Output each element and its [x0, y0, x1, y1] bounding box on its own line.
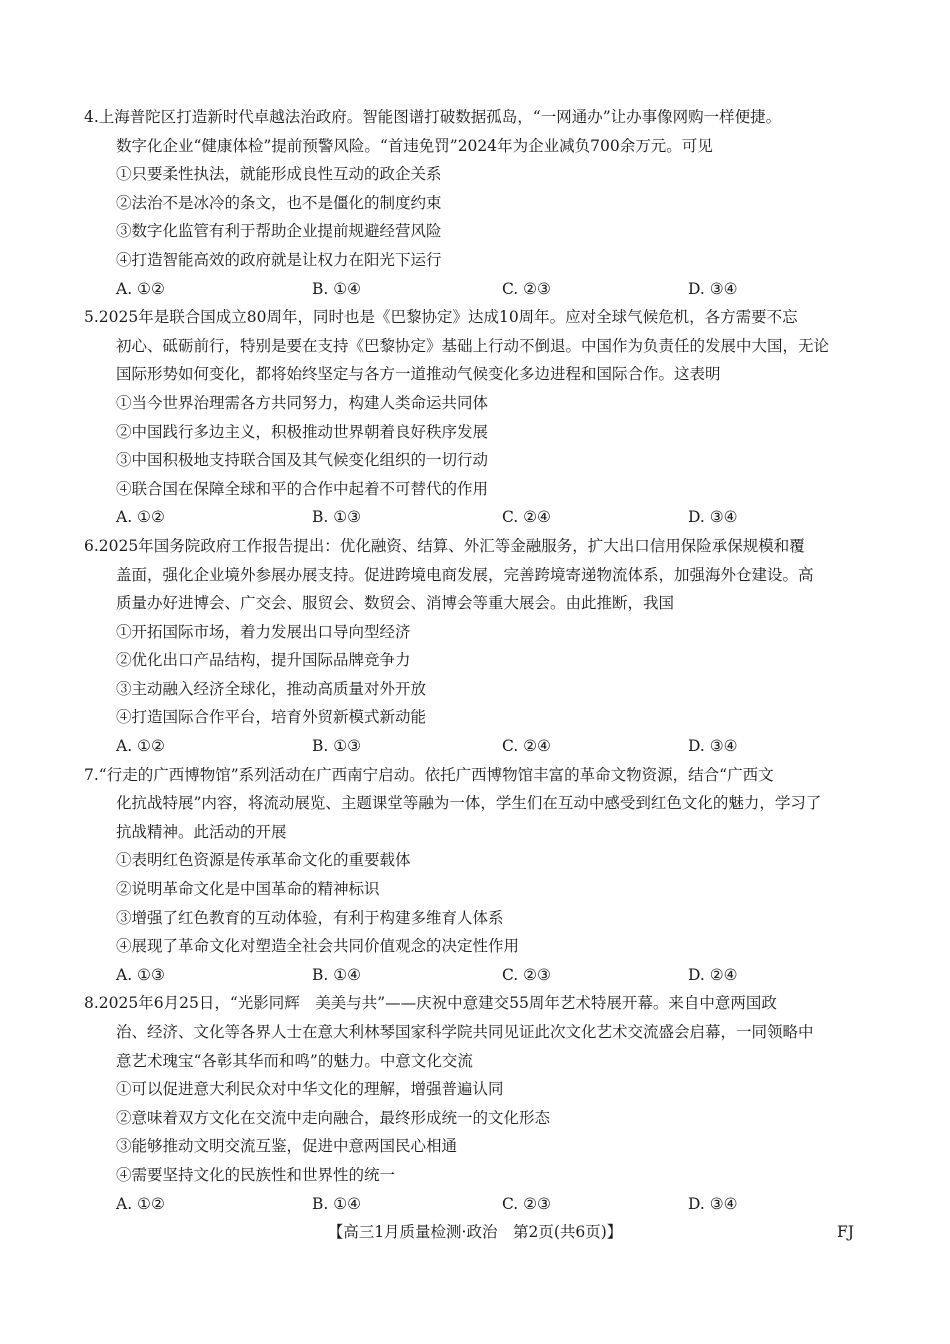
answer-choices	[90, 275, 865, 304]
statement-option: ④打造智能高效的政府就是让权力在阳光下运行	[116, 250, 442, 269]
statement-option: ②优化出口产品结构，提升国际品牌竞争力	[116, 651, 411, 670]
question-stem-first-line: 7.“行走的广西博物馆”系列活动在广西南宁启动。依托广西博物馆丰富的革命文物资源，结合“广西文	[84, 765, 774, 784]
answer-choice: D. ③④	[688, 279, 738, 298]
answer-choice: A. ①③	[116, 965, 165, 984]
statement-option: ①表明红色资源是传承革命文化的重要载体	[116, 851, 411, 870]
answer-choice: B. ①④	[312, 279, 362, 298]
answer-choice: D. ③④	[688, 737, 738, 756]
answer-choice: C. ②④	[502, 508, 551, 527]
question-stem-first-line: 4.上海普陀区打造新时代卓越法治政府。智能图谱打破数据孤岛，“一网通办”让办事像网购一样便捷。	[84, 108, 782, 126]
statement-option: ③数字化监管有利于帮助企业提前规避经营风险	[116, 222, 442, 241]
answer-choice: A. ①②	[116, 737, 165, 756]
statement-option: ②意味着双方文化在交流中走向融合，最终形成统一的文化形态	[116, 1108, 551, 1127]
statement-option: ④需要坚持文化的民族性和世界性的统一	[116, 1165, 396, 1184]
answer-choices	[90, 961, 865, 990]
answer-choice: A. ①②	[116, 508, 165, 527]
statement-option: ②说明革命文化是中国革命的精神标识	[116, 880, 380, 899]
question-stem-first-line: 8.2025年6月25日，“光影同辉 美美与共”——庆祝中意建交55周年艺术特展开幕。来自中意两国政	[84, 994, 777, 1013]
question-block	[84, 303, 865, 532]
answer-choice: C. ②③	[502, 1194, 551, 1213]
answer-choices	[90, 732, 865, 761]
answer-choice: D. ②④	[688, 965, 738, 984]
answer-choices	[90, 1190, 865, 1219]
statement-option: ③主动融入经济全球化，推动高质量对外开放	[116, 679, 427, 698]
question-stem-line: 意艺术瑰宝“各彰其华而和鸣”的魅力。中意文化交流	[116, 1051, 473, 1070]
footer-code: FJ	[837, 1223, 854, 1241]
answer-choice: D. ③④	[688, 1194, 738, 1213]
page-footer	[0, 1218, 950, 1246]
answer-choice: B. ①③	[312, 508, 362, 527]
statement-option: ③能够推动文明交流互鉴，促进中意两国民心相通	[116, 1137, 458, 1156]
statement-option: ②中国践行多边主义，积极推动世界朝着良好秩序发展	[116, 422, 489, 441]
statement-option: ④展现了革命文化对塑造全社会共同价值观念的决定性作用	[116, 937, 520, 956]
answer-choices	[90, 503, 865, 532]
question-stem-line: 质量办好进博会、广交会、服贸会、数贸会、消博会等重大展会。由此推断，我国	[116, 594, 675, 613]
statement-option: ①可以促进意大利民众对中华文化的理解，增强普遍认同	[116, 1080, 504, 1099]
statement-option: ④打造国际合作平台，培育外贸新模式新动能	[116, 708, 427, 727]
statement-option: ②法治不是冰冷的条文，也不是僵化的制度约束	[116, 193, 442, 212]
question-stem-line: 国际形势如何变化，都将始终坚定与各方一道推动气候变化多边进程和国际合作。这表明	[116, 365, 721, 384]
question-stem-line: 化抗战特展”内容，将流动展览、主题课堂等融为一体，学生们在互动中感受到红色文化的魅力，学习了	[116, 794, 822, 813]
question-stem-line: 治、经济、文化等各界人士在意大利林琴国家科学院共同见证此次文化艺术交流盛会启幕，一同领略中	[116, 1023, 814, 1041]
answer-choice: A. ①②	[116, 1194, 165, 1213]
statement-option: ③中国积极地支持联合国及其气候变化组织的一切行动	[116, 451, 489, 470]
answer-choice: D. ③④	[688, 508, 738, 527]
question-block	[84, 532, 865, 761]
question-block	[84, 761, 865, 990]
question-stem-first-line: 5.2025年是联合国成立80周年，同时也是《巴黎协定》达成10周年。应对全球气候危机，各方需要不忘	[84, 308, 798, 327]
question-block	[84, 103, 865, 303]
statement-option: ③增强了红色教育的互动体验，有利于构建多维育人体系	[116, 908, 504, 927]
answer-choice: B. ①④	[312, 965, 362, 984]
answer-choice: B. ①④	[312, 1194, 362, 1213]
answer-choice: B. ①③	[312, 737, 362, 756]
statement-option: ①只要柔性执法，就能形成良性互动的政企关系	[116, 165, 442, 184]
question-list	[84, 103, 865, 1218]
statement-option: ④联合国在保障全球和平的合作中起着不可替代的作用	[116, 479, 489, 498]
footer-page-info: 【高三1月质量检测·政治 第2页(共6页)】	[327, 1223, 623, 1241]
question-stem-first-line: 6.2025年国务院政府工作报告提出：优化融资、结算、外汇等金融服务，扩大出口信用保险承保规模和覆	[84, 536, 805, 555]
answer-choice: C. ②③	[502, 279, 551, 298]
question-stem-line: 数字化企业“健康体检”提前预警风险。“首违免罚”2024年为企业减负700余万元。可见	[116, 136, 713, 155]
question-stem-line: 初心、砥砺前行，特别是要在支持《巴黎协定》基础上行动不倒退。中国作为负责任的发展中大国，无论	[116, 336, 830, 355]
answer-choice: C. ②③	[502, 965, 551, 984]
statement-option: ①当今世界治理需各方共同努力，构建人类命运共同体	[116, 393, 489, 412]
answer-choice: C. ②④	[502, 737, 551, 756]
question-block	[84, 989, 865, 1218]
statement-option: ①开拓国际市场，着力发展出口导向型经济	[116, 622, 411, 641]
answer-choice: A. ①②	[116, 279, 165, 298]
question-stem-line: 抗战精神。此活动的开展	[116, 822, 287, 841]
question-stem-line: 盖面，强化企业境外参展办展支持。促进跨境电商发展，完善跨境寄递物流体系，加强海外仓建设。高	[116, 565, 814, 584]
